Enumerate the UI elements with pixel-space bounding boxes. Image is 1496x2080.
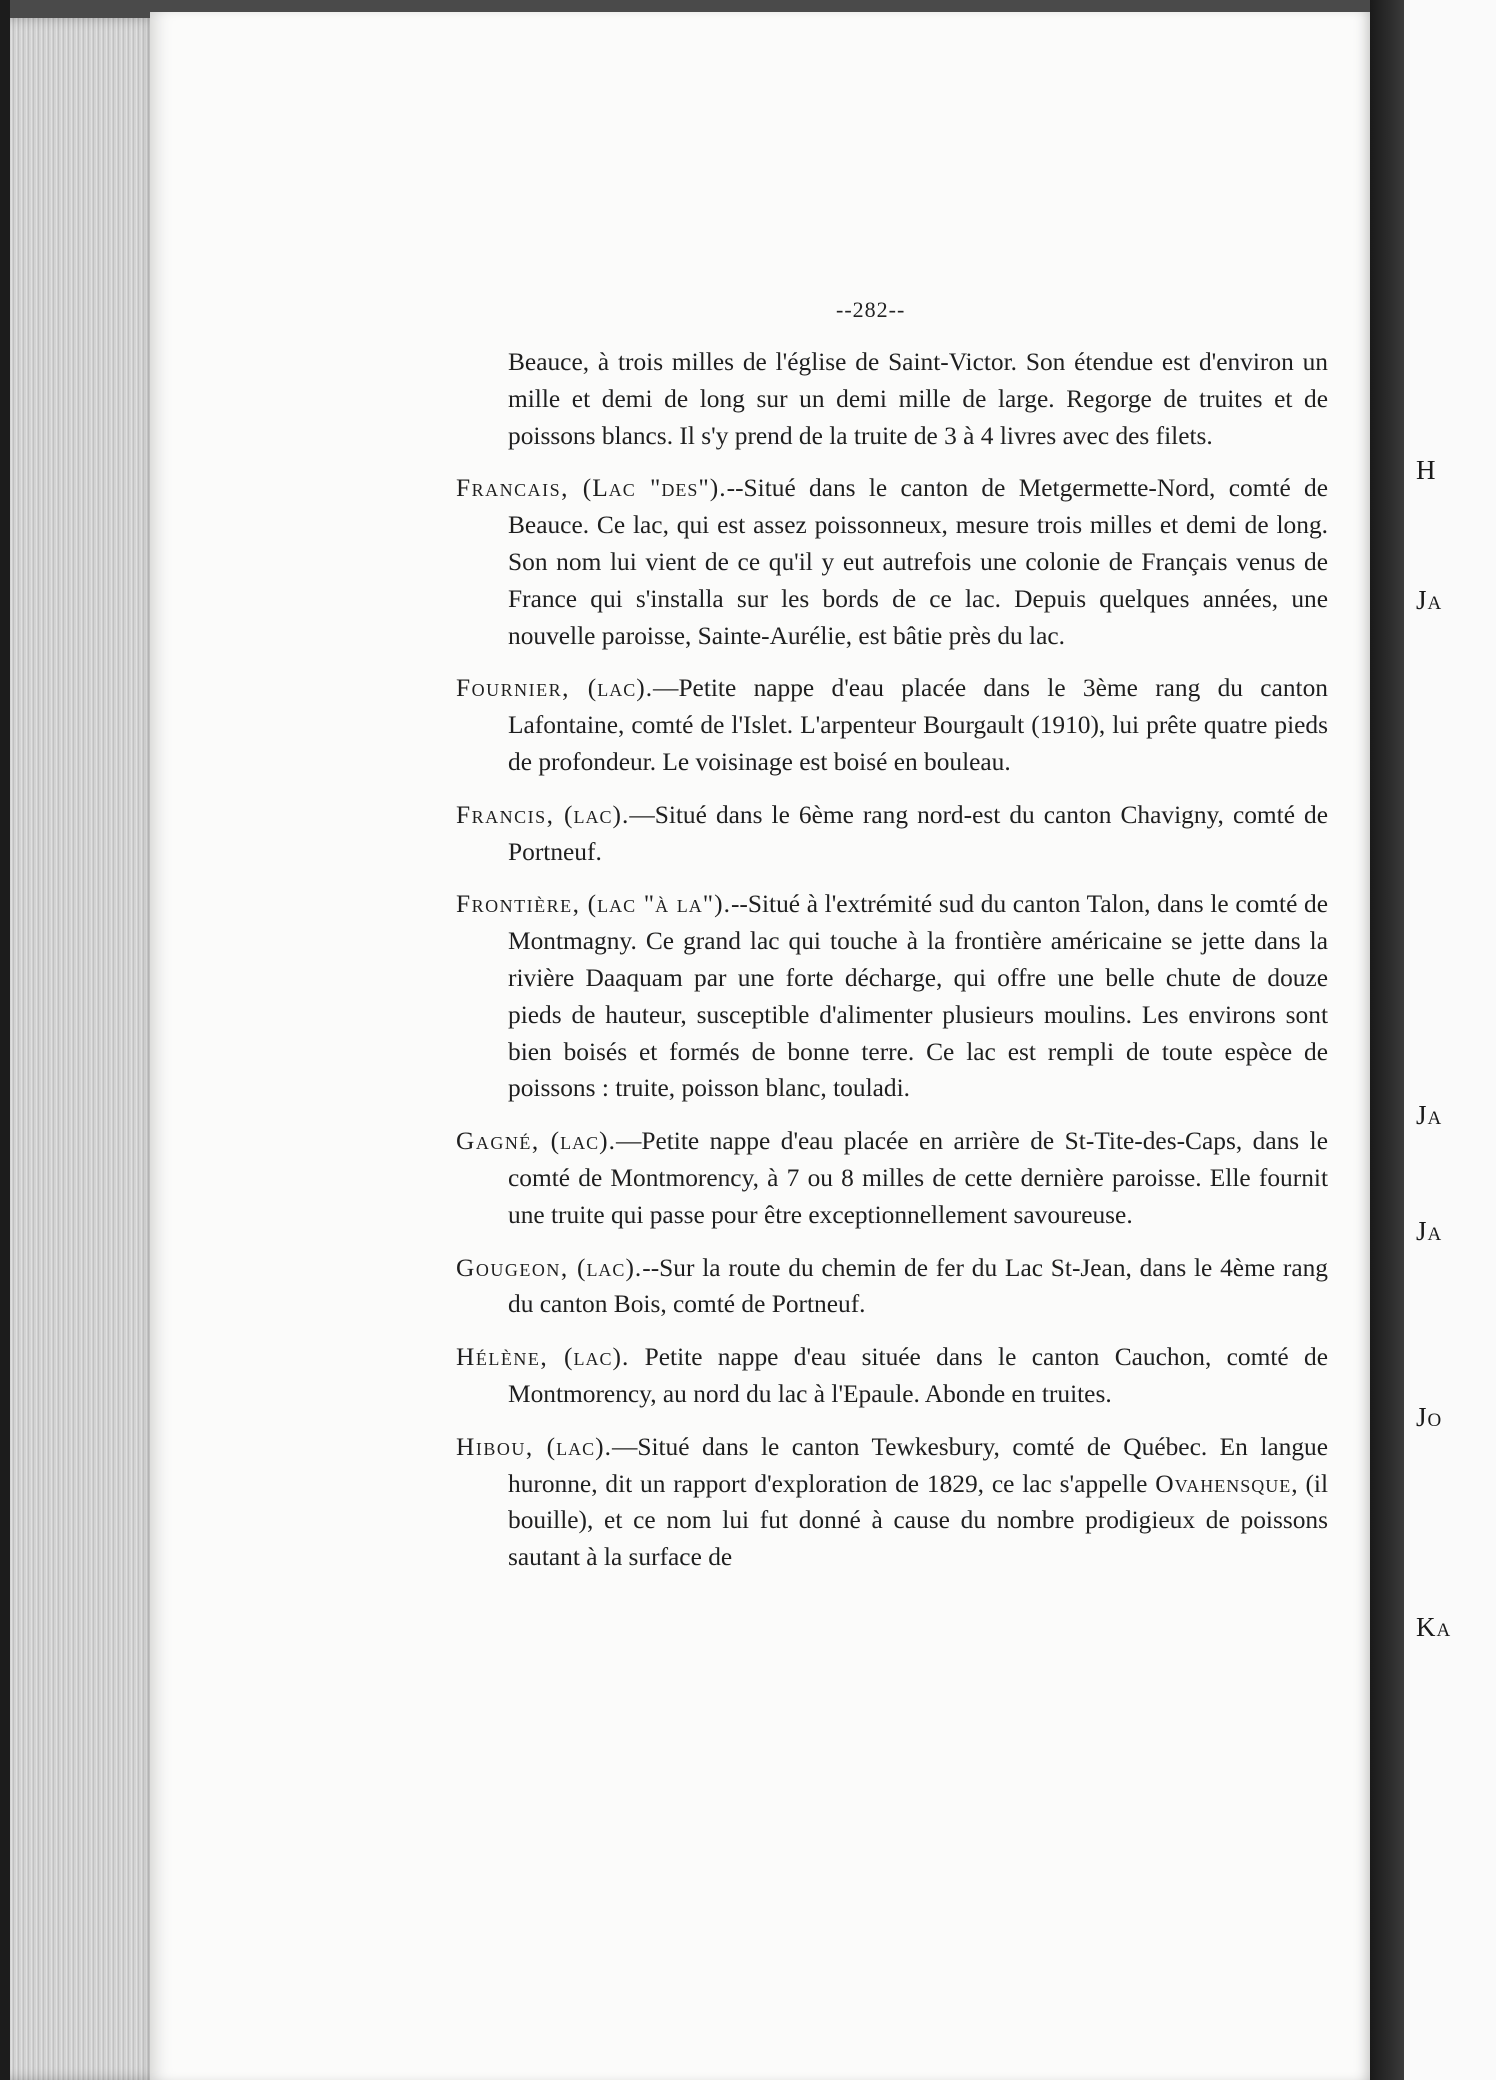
entry-paren-open: , (	[531, 1127, 561, 1156]
dictionary-entry	[456, 1123, 1328, 1233]
next-page-fragment: Ja	[1416, 1100, 1443, 1130]
dictionary-entry	[456, 797, 1328, 871]
entry-lac-label: lac	[556, 1432, 596, 1461]
entry-paren-close: ).	[595, 1432, 612, 1461]
next-page-fragment: Ja	[1416, 1216, 1443, 1246]
entry-paren-close: ).	[709, 474, 727, 503]
next-page-sliver	[1404, 0, 1496, 2080]
native-name: Ovahensque	[1155, 1469, 1292, 1498]
entry-headword: Fournier	[456, 674, 563, 703]
dictionary-entry	[456, 1339, 1328, 1413]
entry-lac-label: lac "à la"	[597, 890, 715, 919]
entry-lac-label: lac	[560, 1127, 600, 1156]
entry-paren-close: ).	[599, 1127, 616, 1156]
entry-paren-close: ).	[636, 674, 654, 703]
entry-text: —Situé dans le canton Tewkesbury, comté de Québec. En langue huronne, dit un rapport d'exploration de 1829, ce lac s'appelle	[508, 1432, 1329, 1498]
entry-headword: Gagné	[456, 1127, 532, 1156]
entry-headword: Hélène	[456, 1343, 541, 1372]
next-page-fragment: Jo	[1416, 1402, 1443, 1432]
next-page-fragment: H	[1416, 455, 1437, 485]
entry-headword: Francais	[456, 474, 562, 503]
entry-paren-open: , (	[546, 800, 574, 829]
entry-headword: Hibou	[456, 1432, 526, 1461]
entry-text: —Petite nappe d'eau placée en arrière de St-Tite-des-Caps, dans le comté de Montmorency, à 7 ou 8 milles de cette dernière paroisse. Elle fournit une truite qui passe pour être exceptionnellement savoureuse.	[508, 1127, 1328, 1229]
entry-paren-open: , (	[561, 474, 593, 503]
entry-text: Petite nappe d'eau située dans le canton Cauchon, comté de Montmorency, au nord du lac à l'Epaule. Abonde en truites.	[508, 1343, 1329, 1408]
dictionary-entry	[456, 1429, 1328, 1576]
entry-lac-label: lac	[573, 1343, 613, 1372]
entry-paren-close: ).	[612, 1343, 630, 1372]
entry-text: —Situé dans le 6ème rang nord-est du canton Chavigny, comté de Portneuf.	[508, 800, 1328, 866]
entry-paren-close: ).	[714, 890, 731, 919]
dictionary-entry	[456, 1250, 1328, 1324]
entry-text: , (il bouille), et ce nom lui fut donné à cause du nombre prodigieux de poissons sautant à la surface de	[508, 1469, 1329, 1572]
entry-paren-open: , (	[572, 890, 598, 919]
book-gutter	[1370, 0, 1404, 2080]
entry-headword: Frontière	[456, 890, 573, 919]
entry-text: --Situé dans le canton de Metgermette-Nord, comté de Beauce. Ce lac, qui est assez poissonneux, mesure trois milles et demi de long. Son nom lui vient de ce qu'il y eut autrefois une colonie de Français venus de France qui s'installa sur les bords de ce lac. Depuis quelques années, une nouvelle paroisse, Sainte-Aurélie, est bâtie près du lac.	[508, 474, 1328, 650]
entry-text: --Sur la route du chemin de fer du Lac St-Jean, dans le 4ème rang du canton Bois, comté de Portneuf.	[508, 1253, 1329, 1319]
dictionary-entry	[456, 886, 1328, 1107]
entry-lac-label: Lac "des"	[592, 474, 710, 503]
book-page-edges	[0, 18, 160, 2080]
entry-text: --Situé à l'extrémité sud du canton Talon, dans le comté de Montmagny. Ce grand lac qui touche à la frontière américaine se jette dans la rivière Daaquam par une forte décharge, qui offre une belle chute de douze pieds de hauteur, susceptible d'alimenter plusieurs moulins. Les environs sont bien boisés et formés de bonne terre. Ce lac est rempli de toute espèce de poissons : truite, poisson blanc, touladi.	[508, 890, 1328, 1103]
entry-lac-label: lac	[573, 800, 613, 829]
entry-lac-label: lac	[597, 674, 637, 703]
entry-text: —Petite nappe d'eau placée dans le 3ème rang du canton Lafontaine, comté de l'Islet. L'arpenteur Bourgault (1910), lui prête quatre pieds de profondeur. Le voisinage est boisé en bouleau.	[508, 674, 1328, 776]
entry-paren-close: ).	[612, 800, 630, 829]
page-text	[456, 344, 1328, 1592]
entry-paren-open: , (	[560, 1253, 587, 1282]
dictionary-entry	[456, 670, 1328, 780]
entry-paren-close: ).	[625, 1253, 643, 1282]
page-number: --282--	[836, 297, 906, 322]
entry-headword: Gougeon	[456, 1253, 561, 1282]
next-page-fragment: Ka	[1416, 1612, 1452, 1642]
entry-lac-label: lac	[586, 1253, 626, 1282]
entry-headword: Francis	[456, 800, 547, 829]
scan-border	[0, 0, 10, 2080]
entry-paren-open: , (	[562, 674, 598, 703]
entry-paren-open: , (	[525, 1432, 557, 1461]
continued-paragraph: Beauce, à trois milles de l'église de Saint-Victor. Son étendue est d'environ un mille et demi de long sur un demi mille de large. Regorge de truites et de poissons blancs. Il s'y prend de la truite de 3 à 4 livres avec des filets.	[508, 348, 1328, 450]
entry-paren-open: , (	[540, 1343, 574, 1372]
next-page-fragment: Ja	[1416, 585, 1443, 615]
dictionary-entry	[456, 470, 1328, 654]
